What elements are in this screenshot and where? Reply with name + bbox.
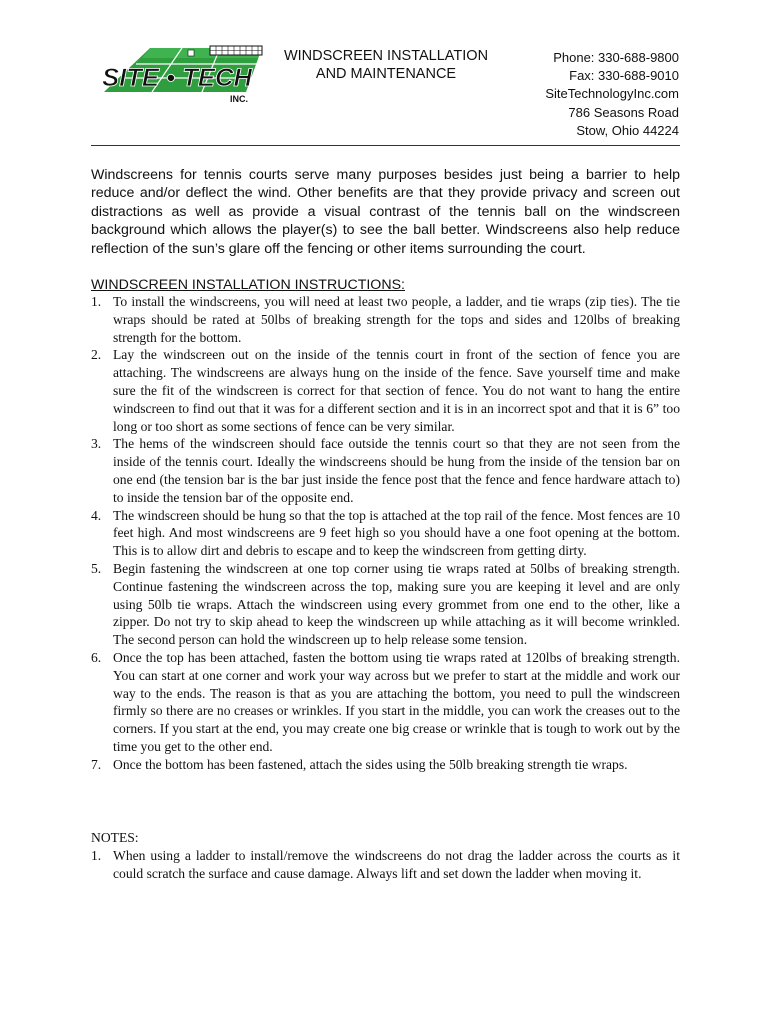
instruction-item xyxy=(91,756,680,774)
item-number: 4. xyxy=(91,507,102,523)
document-title-line-1: WINDSCREEN INSTALLATION xyxy=(283,48,489,64)
item-number: 2. xyxy=(91,347,102,363)
contact-block xyxy=(459,49,679,140)
item-text: When using a ladder to install/remove the windscreens do not drag the ladder across the courts as it could scratch the surface and cause damage. Always lift and set down the ladder when moving it. xyxy=(113,848,680,881)
instruction-item xyxy=(91,435,680,506)
contact-street: 786 Seasons Road xyxy=(568,104,679,120)
intro-paragraph: Windscreens for tennis courts serve many purposes besides just being a barrier to help reduce and/or deflect the wind. Other benefits are that they provide privacy and screen out distractions as well as provide a visual contrast of the tennis ball on the windscreen background which allows the player(s) to see the ball better. Windscreens also help reduce reflection of the sun’s glare off the fencing or other items surrounding the court. xyxy=(91,167,680,257)
header-divider xyxy=(91,145,680,146)
contact-city: Stow, Ohio 44224 xyxy=(576,122,679,138)
item-number: 7. xyxy=(91,756,102,772)
contact-website: SiteTechnologyInc.com xyxy=(545,86,679,102)
instruction-item xyxy=(91,560,680,649)
item-text: Begin fastening the windscreen at one top corner using tie wraps rated at 50lbs of breaking strength. Continue fastening the windscreen across the top, making sure you are keeping it level and are only using 50lb tie wraps. Attach the windscreen using every grommet from one end to the other, like a zipper. Do not try to skip ahead to keep the windscreen up while attaching as it will become wrinkled. The second person can hold the windscreen up to help release some tension. xyxy=(113,560,680,648)
instruction-item xyxy=(91,507,680,560)
item-text: The hems of the windscreen should face outside the tennis court so that they are not seen from the inside of the tennis court. Ideally the windscreens should be hung from the inside of the tension bar on one end (the tension bar is the bar just inside the fence post that the fence and fence hardware attach to) to inside the tension bar of the opposite end. xyxy=(113,436,680,505)
item-number: 5. xyxy=(91,560,102,576)
instruction-item xyxy=(91,649,680,756)
document-title-line-2: AND MAINTENANCE xyxy=(315,66,457,82)
contact-phone: Phone: 330-688-9800 xyxy=(553,50,679,65)
note-item xyxy=(91,847,680,883)
contact-fax: Fax: 330-688-9010 xyxy=(569,68,679,84)
instruction-item xyxy=(91,293,680,346)
notes-heading: NOTES: xyxy=(91,830,139,845)
item-text: Once the bottom has been fastened, attach the sides using the 50lb breaking strength tie wraps. xyxy=(113,756,628,772)
site-tech-logo xyxy=(92,40,268,114)
instructions-list xyxy=(91,293,680,774)
item-number: 1. xyxy=(91,848,102,863)
tennis-court-logo-icon xyxy=(92,40,268,114)
instructions-heading: WINDSCREEN INSTALLATION INSTRUCTIONS: xyxy=(91,277,405,293)
item-number: 3. xyxy=(91,436,102,452)
logo-suffix: INC. xyxy=(230,94,248,104)
item-number: 1. xyxy=(91,294,102,309)
item-text: The windscreen should be hung so that the top is attached at the top rail of the fence. Most fences are 10 feet high. And most windscreens are 9 feet high so you should have a one foot opening at the bottom. This is to allow dirt and debris to escape and to keep the windscreen from getting dirty. xyxy=(113,507,680,559)
notes-list xyxy=(91,847,680,883)
instruction-item xyxy=(91,346,680,435)
item-text: Once the top has been attached, fasten the bottom using tie wraps rated at 120lbs of breaking strength. You can start at one corner and work your way across but we prefer to start at the middle and work our way to the ends. The reason is that as you are attaching the bottom, you need to pull the windscreen firmly so there are no creases or wrinkles. If you start in the middle, you can work the creases out to the corners. If you start at the end, you may create one big crease or wrinkle that is tough to work out by the time you get to the other end. xyxy=(113,649,680,754)
item-number: 6. xyxy=(91,649,102,665)
item-text: Lay the windscreen out on the inside of the tennis court in front of the section of fence you are attaching. The windscreens are always hung on the inside of the fence. Save yourself time and make sure the fit of the windscreen is correct for that section of fence. You do not want to hang the entire windscreen to find out that it was for a different section and it is in an incorrect spot and that it is 6” too long or too short as some sections of fence can be very similar. xyxy=(113,347,680,434)
item-text: To install the windscreens, you will need at least two people, a ladder, and tie wraps (zip ties). The tie wraps should be rated at 50lbs of breaking strength for the tops and sides and 120lbs of breaking strength for the bottom. xyxy=(113,294,680,345)
logo-text: SITE • TECH xyxy=(102,64,253,92)
